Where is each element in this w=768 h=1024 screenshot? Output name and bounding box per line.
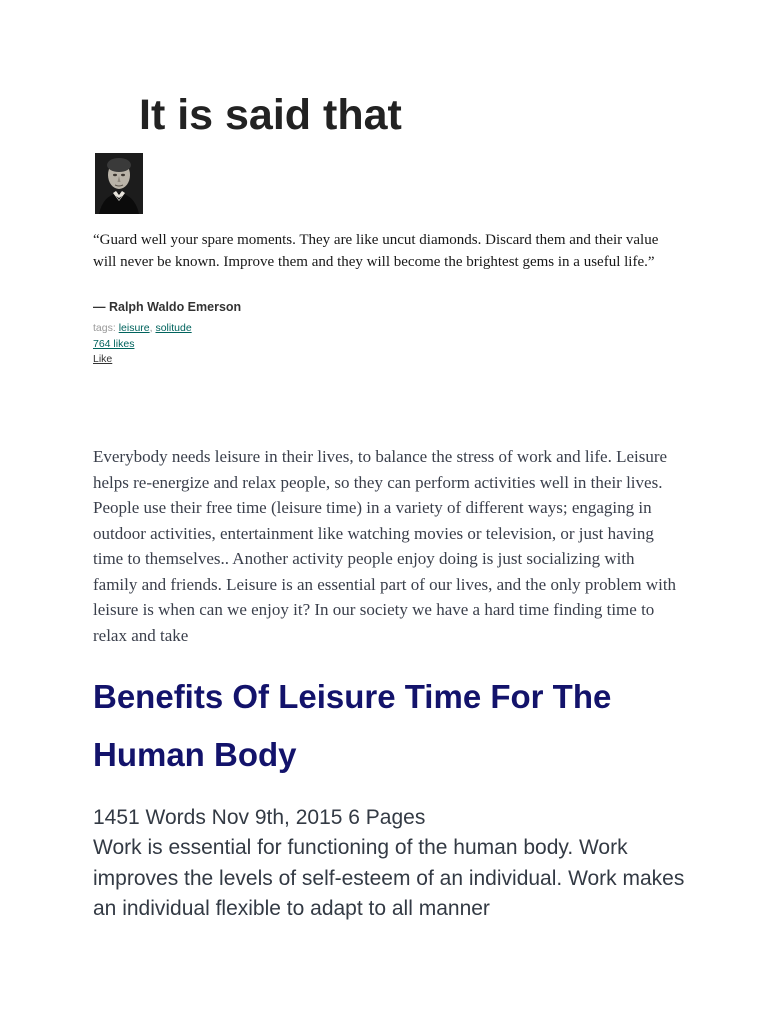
tags-label: tags: [93, 322, 116, 334]
article-title: Benefits Of Leisure Time For The Human Body [93, 678, 612, 773]
quote-author: ― Ralph Waldo Emerson [93, 300, 242, 314]
tag-link-leisure[interactable]: leisure [118, 322, 150, 334]
essay-paragraph: Everybody needs leisure in their lives, to balance the stress of work and life. Leisure helps re-energize and relax people, so they can perform activities well in their lives. People use their free time (leisure time) in a variety of different ways; engaging in outdoor activities, entertainment like watching movies or television, or just having time to themselves.. Another activity people enjoy doing is just socializing with family and friends. Leisure is an essential part of our lives, and the only problem with leisure is when can we enjoy it? In our society we have a hard time finding time to relax and take [93, 447, 677, 645]
portrait-image [95, 153, 143, 214]
like-button[interactable]: Like [93, 353, 113, 365]
tag-link-solitude[interactable]: solitude [155, 322, 192, 334]
article-body: Work is essential for functioning of the human body. Work improves the levels of self-esteem of an individual. Work makes an individual flexible to adapt to all manner [93, 836, 685, 920]
page-title: It is said that [139, 91, 402, 139]
author-portrait [95, 153, 143, 214]
quote-text: “Guard well your spare moments. They are like uncut diamonds. Discard them and their value will never be known. Improve them and they will become the brightest gems in a useful life.” [93, 232, 659, 270]
likes-count-link[interactable]: 764 likes [93, 338, 135, 350]
quote-tags [93, 321, 192, 336]
tag-separator: , [149, 322, 156, 334]
article-meta: 1451 Words Nov 9th, 2015 6 Pages [93, 806, 426, 829]
